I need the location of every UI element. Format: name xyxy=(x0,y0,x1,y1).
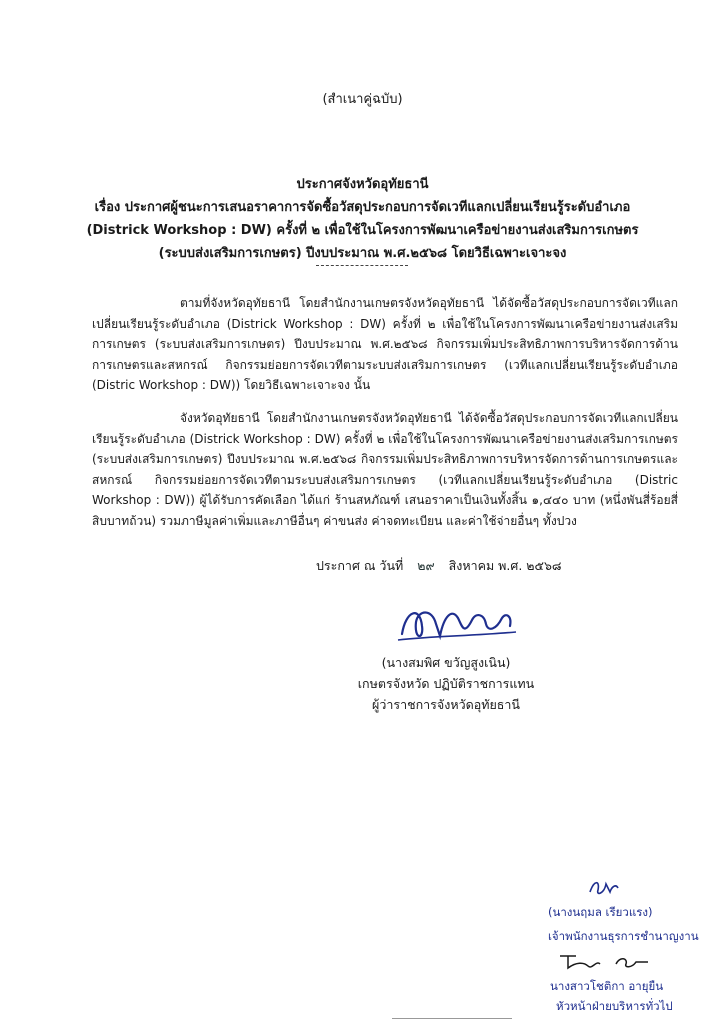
heading-line: เรื่อง ประกาศผู้ชนะการเสนอราคาการจัดซื้อวัสดุประกอบการจัดเวทีแลกเปลี่ยนเรียนรู้ระดับอำเภอ xyxy=(94,200,631,215)
heading-divider xyxy=(316,265,408,266)
body-paragraph-2 xyxy=(92,408,678,531)
heading-line: (ระบบส่งเสริมการเกษตร) ปีงบประมาณ พ.ศ.๒๕๖๘ โดยวิธีเฉพาะเจาะจง xyxy=(158,246,567,261)
announce-prefix: ประกาศ ณ วันที่ xyxy=(316,558,404,573)
footer-name-2: นางสาวโชติกา อายุยืน xyxy=(550,979,664,993)
copy-label: (สำเนาคู่ฉบับ) xyxy=(322,92,403,107)
initial-signature-1 xyxy=(586,876,620,898)
signer-name: (นางสมพิศ ขวัญสูงเนิน) xyxy=(381,655,511,670)
announcement-heading xyxy=(60,173,665,265)
governor-signature xyxy=(392,596,522,646)
signer-position: เกษตรจังหวัด ปฏิบัติราชการแทน xyxy=(357,676,535,691)
signer-block xyxy=(336,652,556,715)
announce-day: ๒๙ xyxy=(417,558,435,573)
heading-line: ประกาศจังหวัดอุทัยธานี xyxy=(296,177,429,192)
paragraph-text: จังหวัดอุทัยธานี โดยสำนักงานเกษตรจังหวัดอุทัยธานี ได้จัดซื้อวัสดุประกอบการจัดเวทีแลกเปลี่ยนเรียนรู้ระดับอำเภอ (Districk Workshop : DW) ครั้งที่ ๒ เพื่อใช้ในโครงการพัฒนาเครือข่ายงานส่งเสริมการเกษตร (ระบบส่งเสริมการเกษตร) ปีงบประมาณ พ.ศ.๒๕๖๘ กิจกรรมเพิ่มประสิทธิภาพการบริหารจัดการด้านการเกษตรและสหกรณ์ กิจกรรมย่อยการจัดเวทีตามระบบส่งเสริมการเกษตร (เวทีแลกเปลี่ยนเรียนรู้ระดับอำเภอ (Distric Workshop : DW)) ผู้ได้รับการคัดเลือก ได้แก่ ร้านสหภัณฑ์ เสนอราคาเป็นเงินทั้งสิ้น ๑,๔๔๐ บาท (หนึ่งพันสี่ร้อยสี่สิบบาทถ้วน) รวมภาษีมูลค่าเพิ่มและภาษีอื่นๆ ค่าขนส่ง ค่าจดทะเบียน และค่าใช้จ่ายอื่นๆ ทั้งปวง xyxy=(92,411,678,528)
initial-signature-2 xyxy=(556,950,652,972)
announce-month-year: สิงหาคม พ.ศ. ๒๕๖๘ xyxy=(448,558,562,573)
paragraph-text: ตามที่จังหวัดอุทัยธานี โดยสำนักงานเกษตรจังหวัดอุทัยธานี ได้จัดซื้อวัสดุประกอบการจัดเวทีแลกเปลี่ยนเรียนรู้ระดับอำเภอ (Districk Workshop : DW) ครั้งที่ ๒ เพื่อใช้ในโครงการพัฒนาเครือข่ายงานส่งเสริมการเกษตร (ระบบส่งเสริมการเกษตร) ปีงบประมาณ พ.ศ.๒๕๖๘ กิจกรรมเพิ่มประสิทธิภาพการบริหารจัดการด้านการเกษตรและสหกรณ์ กิจกรรมย่อยการจัดเวทีตามระบบส่งเสริมการเกษตร (เวทีแลกเปลี่ยนเรียนรู้ระดับอำเภอ (Distric Workshop : DW)) โดยวิธีเฉพาะเจาะจง นั้น xyxy=(92,296,678,392)
footer-name-1: (นางนฤมล เรียวแรง) xyxy=(548,905,653,919)
footer-title-1: เจ้าพนักงานธุรการชำนาญงาน xyxy=(548,929,699,943)
footer-title-2: หัวหน้าฝ่ายบริหารทั่วไป xyxy=(556,999,673,1013)
announcement-date xyxy=(316,556,562,576)
body-paragraph-1 xyxy=(92,293,678,396)
heading-line: (Districk Workshop : DW) ครั้งที่ ๒ เพื่อใช้ในโครงการพัฒนาเครือข่ายงานส่งเสริมการเกษตร xyxy=(86,223,639,238)
signer-position: ผู้ว่าราชการจังหวัดอุทัยธานี xyxy=(372,697,520,712)
